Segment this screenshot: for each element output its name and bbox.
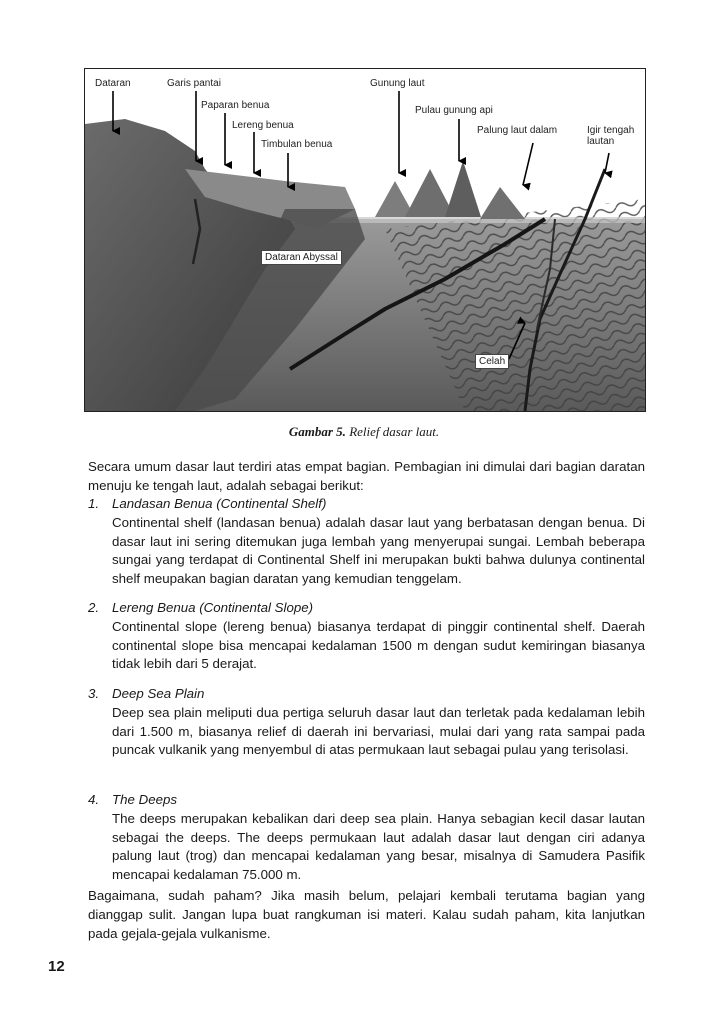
- arrow-celah: [509, 323, 525, 359]
- arrow-igir-tengah-lautan: [605, 153, 609, 173]
- item-title: Landasan Benua (Continental Shelf): [112, 496, 327, 511]
- relief-figure: [84, 68, 646, 412]
- figure-caption: [0, 424, 728, 440]
- caption-prefix: Gambar 5.: [288, 424, 346, 439]
- label-arrows: [85, 69, 645, 411]
- caption-text: Relief dasar laut.: [349, 424, 440, 439]
- list-item: [88, 685, 645, 760]
- label-paparan-benua: Paparan benua: [201, 100, 270, 111]
- label-garis-pantai: Garis pantai: [167, 78, 221, 89]
- label-igir-tengah-lautan: Igir tengah lautan: [587, 125, 635, 147]
- page-number: 12: [48, 958, 65, 975]
- label-lereng-benua: Lereng benua: [232, 120, 294, 131]
- item-body: Continental slope (lereng benua) biasanya terdapat di pinggir continental shelf. Daerah continental slope bisa mencapai kedalaman 1500 m dengan sudut kemiringan biasanya tidak lebih dari 5 derajat.: [112, 618, 645, 672]
- label-palung-laut-dalam: Palung laut dalam: [477, 125, 558, 136]
- item-heading: [88, 685, 645, 704]
- intro-paragraph: Secara umum dasar laut terdiri atas empat bagian. Pembagian ini dimulai dari bagian daratan menuju ke tengah laut, adalah sebagai berikut:: [88, 459, 645, 493]
- label-gunung-laut: Gunung laut: [370, 78, 425, 89]
- closing-paragraph: Bagaimana, sudah paham? Jika masih belum, pelajari kembali terutama bagian yang dianggap sulit. Jangan lupa buat rangkuman isi materi. Kalau sudah paham, kita lanjutkan pada gejala-gejala vulkanisme.: [88, 888, 645, 941]
- label-timbulan-benua: Timbulan benua: [261, 139, 333, 150]
- list-item: [88, 599, 645, 674]
- item-title: The Deeps: [112, 792, 178, 807]
- item-number: 1.: [88, 496, 100, 511]
- item-body: Continental shelf (landasan benua) adalah dasar laut yang berbatasan dengan benua. Di dasar laut ini sering ditemukan juga lembah yang menyerupai sungai. Lembah beberapa sungai yang terdapat di Continental Shelf ini merupakan bukti bahwa dulunya continental shelf meupakan bagian daratan yang kemudian tenggelam.: [112, 514, 645, 587]
- item-title: Deep Sea Plain: [112, 686, 205, 701]
- item-number: 4.: [88, 792, 100, 807]
- label-dataran-abyssal: Dataran Abyssal: [261, 250, 342, 265]
- label-celah: Celah: [475, 354, 509, 369]
- label-pulau-gunung-api: Pulau gunung api: [415, 105, 493, 116]
- label-dataran: Dataran: [95, 78, 131, 89]
- item-heading: [88, 599, 645, 618]
- arrow-palung-laut-dalam: [523, 143, 533, 185]
- list-item: [88, 495, 645, 589]
- item-body: Deep sea plain meliputi dua pertiga seluruh dasar laut dan terletak pada kedalaman lebih dari 1.500 m, biasanya relief di daerah ini bervariasi, mulai dari yang rata sampai pada puncak vulkanik yang menyembul di atas permukaan laut sebagai pulau yang terisolasi.: [112, 704, 645, 758]
- item-number: 2.: [88, 600, 100, 615]
- item-heading: [88, 495, 645, 514]
- list-item: [88, 791, 645, 885]
- item-number: 3.: [88, 686, 100, 701]
- item-heading: [88, 791, 645, 810]
- item-title: Lereng Benua (Continental Slope): [112, 600, 314, 615]
- item-body: The deeps merupakan kebalikan dari deep sea plain. Hanya sebagian kecil dasar lautan sebagai the deeps. The deeps permukaan laut adalah dasar laut dengan ciri adanya palung laut (trog) dan mencapai kedalaman yang besar, misalnya di Samudera Pasifik mencapai kedalaman 75.000 m.: [112, 810, 645, 883]
